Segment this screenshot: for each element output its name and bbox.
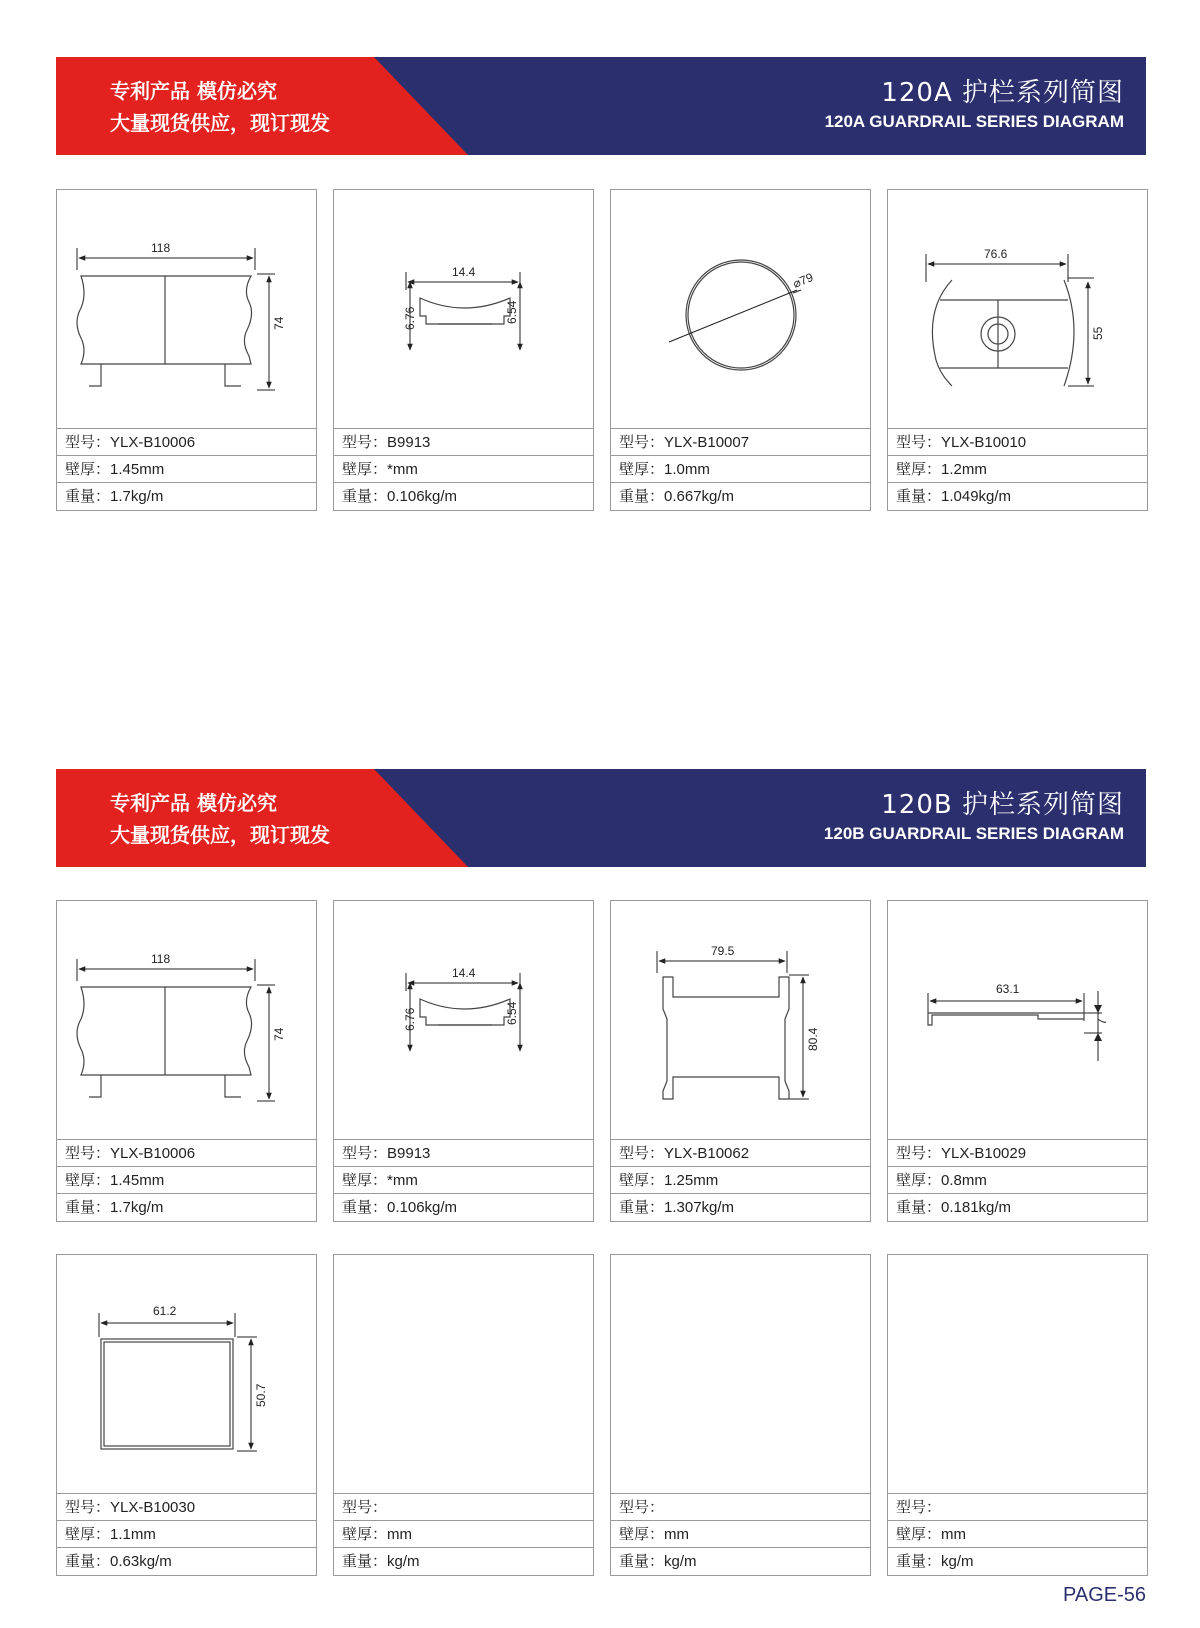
dim-right-label: 6.54 <box>505 1001 519 1025</box>
section-title-cn: 120B 护栏系列简图 <box>881 790 1124 820</box>
profile-drawing-empty <box>888 1255 1147 1493</box>
weight-label: 重量： <box>896 1198 942 1216</box>
thickness-row <box>888 455 1147 482</box>
model-row <box>888 1139 1147 1166</box>
spec-rows <box>611 1139 870 1221</box>
weight-label: 重量： <box>342 487 388 505</box>
dim-height-label: 80.4 <box>806 1027 820 1051</box>
banner-slogan <box>110 75 330 139</box>
dim-width-label: 63.1 <box>996 982 1020 996</box>
thickness-row <box>334 1520 593 1547</box>
thickness-row <box>57 1166 316 1193</box>
model-row <box>334 1139 593 1166</box>
model-label: 型号： <box>896 433 942 451</box>
thickness-label: 壁厚： <box>65 460 111 478</box>
weight-row <box>57 1547 316 1575</box>
model-label: 型号： <box>619 1498 665 1516</box>
model-row <box>57 1493 316 1520</box>
profile-drawing <box>611 190 870 428</box>
profile-drawing <box>334 190 593 428</box>
dim-height-label: 74 <box>272 316 286 330</box>
model-row <box>57 1139 316 1166</box>
model-label: 型号： <box>896 1144 942 1162</box>
thickness-value: 1.45mm <box>110 461 165 478</box>
model-label: 型号： <box>896 1498 942 1516</box>
model-value: YLX-B10006 <box>110 1145 196 1162</box>
spec-rows <box>57 1493 316 1575</box>
weight-row <box>57 1193 316 1221</box>
dim-top-label: 14.4 <box>452 966 476 980</box>
banner-slogan <box>110 787 330 851</box>
model-row <box>611 1493 870 1520</box>
weight-label: 重量： <box>342 1198 388 1216</box>
product-card-a1 <box>56 189 317 511</box>
weight-value: 0.63kg/m <box>110 1553 172 1570</box>
product-card-b5 <box>56 1254 317 1576</box>
weight-label: 重量： <box>65 1552 111 1570</box>
product-card-b4 <box>887 900 1148 1222</box>
weight-value: kg/m <box>664 1553 697 1570</box>
dim-width-label: 79.5 <box>711 944 735 958</box>
dim-right-label: 6.54 <box>505 300 519 324</box>
weight-row <box>611 1193 870 1221</box>
model-value: B9913 <box>387 434 431 451</box>
model-row <box>611 1139 870 1166</box>
slogan-line-2: 大量现货供应，现订现发 <box>110 823 330 847</box>
profile-drawing <box>57 190 316 428</box>
profile-drawing <box>888 901 1147 1139</box>
thickness-row <box>57 455 316 482</box>
dim-height-label: 74 <box>272 1027 286 1041</box>
weight-value: kg/m <box>387 1553 420 1570</box>
spec-rows <box>334 1493 593 1575</box>
thickness-label: 壁厚： <box>342 1171 388 1189</box>
thickness-value: *mm <box>387 461 418 478</box>
model-value: YLX-B10007 <box>664 434 750 451</box>
weight-row <box>334 482 593 510</box>
thickness-label: 壁厚： <box>896 1525 942 1543</box>
dim-left-label: 6.76 <box>403 306 417 330</box>
weight-row <box>888 1193 1147 1221</box>
weight-value: 0.106kg/m <box>387 488 458 505</box>
product-card-b2 <box>333 900 594 1222</box>
spec-rows <box>888 1493 1147 1575</box>
thickness-value: mm <box>664 1526 690 1543</box>
section-title-cn: 120A 护栏系列简图 <box>881 78 1124 108</box>
weight-value: 1.307kg/m <box>664 1199 735 1216</box>
profile-drawing <box>57 901 316 1139</box>
section-title-en: 120B GUARDRAIL SERIES DIAGRAM <box>823 824 1124 843</box>
model-value: YLX-B10062 <box>664 1145 750 1162</box>
spec-rows <box>334 1139 593 1221</box>
product-card-b7 <box>610 1254 871 1576</box>
thickness-row <box>611 455 870 482</box>
thickness-row <box>888 1166 1147 1193</box>
weight-label: 重量： <box>896 1552 942 1570</box>
banner-titles <box>824 789 1124 847</box>
profile-drawing <box>334 901 593 1139</box>
section-a-banner <box>56 57 1146 155</box>
thickness-value: 1.1mm <box>110 1526 156 1543</box>
section-title-en: 120A GUARDRAIL SERIES DIAGRAM <box>824 112 1124 131</box>
spec-rows <box>888 1139 1147 1221</box>
dim-width-label: 76.6 <box>984 247 1008 261</box>
dim-height-label: 7 <box>1095 1018 1109 1025</box>
thickness-row <box>57 1520 316 1547</box>
thickness-value: mm <box>941 1526 967 1543</box>
thickness-value: *mm <box>387 1172 418 1189</box>
weight-label: 重量： <box>342 1552 388 1570</box>
model-label: 型号： <box>342 433 388 451</box>
thickness-label: 壁厚： <box>619 1171 665 1189</box>
weight-row <box>334 1193 593 1221</box>
thickness-label: 壁厚： <box>619 460 665 478</box>
spec-rows <box>888 428 1147 510</box>
banner-titles <box>825 77 1124 135</box>
weight-label: 重量： <box>619 1552 665 1570</box>
dim-width-label: 61.2 <box>153 1304 177 1318</box>
weight-label: 重量： <box>65 487 111 505</box>
thickness-row <box>334 455 593 482</box>
weight-value: 0.106kg/m <box>387 1199 458 1216</box>
product-card-a2 <box>333 189 594 511</box>
model-label: 型号： <box>619 1144 665 1162</box>
model-value: YLX-B10029 <box>941 1145 1027 1162</box>
weight-value: 1.7kg/m <box>110 1199 164 1216</box>
slogan-line-1: 专利产品 模仿必究 <box>110 791 277 815</box>
weight-value: 0.667kg/m <box>664 488 735 505</box>
spec-rows <box>57 428 316 510</box>
thickness-row <box>334 1166 593 1193</box>
thickness-value: mm <box>387 1526 413 1543</box>
product-card-b8 <box>887 1254 1148 1576</box>
thickness-label: 壁厚： <box>896 460 942 478</box>
thickness-row <box>888 1520 1147 1547</box>
weight-row <box>611 482 870 510</box>
profile-drawing <box>888 190 1147 428</box>
model-label: 型号： <box>65 1498 111 1516</box>
section-b-banner <box>56 769 1146 867</box>
weight-value: 0.181kg/m <box>941 1199 1012 1216</box>
profile-drawing-empty <box>611 1255 870 1493</box>
thickness-label: 壁厚： <box>65 1525 111 1543</box>
model-value: YLX-B10006 <box>110 434 196 451</box>
spec-rows <box>334 428 593 510</box>
dim-height-label: 50.7 <box>254 1383 268 1407</box>
dim-width-label: 118 <box>151 241 171 255</box>
thickness-value: 1.2mm <box>941 461 987 478</box>
thickness-label: 壁厚： <box>65 1171 111 1189</box>
product-card-b3 <box>610 900 871 1222</box>
thickness-label: 壁厚： <box>342 460 388 478</box>
product-card-b1 <box>56 900 317 1222</box>
weight-value: 1.7kg/m <box>110 488 164 505</box>
profile-drawing-empty <box>334 1255 593 1493</box>
weight-label: 重量： <box>65 1198 111 1216</box>
spec-rows <box>611 1493 870 1575</box>
slogan-line-1: 专利产品 模仿必究 <box>110 79 277 103</box>
profile-drawing <box>611 901 870 1139</box>
dim-top-label: 14.4 <box>452 265 476 279</box>
model-value: YLX-B10010 <box>941 434 1027 451</box>
dim-diameter-label: ⌀79 <box>790 270 816 291</box>
model-label: 型号： <box>342 1144 388 1162</box>
slogan-line-2: 大量现货供应，现订现发 <box>110 111 330 135</box>
thickness-row <box>611 1520 870 1547</box>
page-number: PAGE-56 <box>1063 1584 1146 1606</box>
thickness-value: 1.0mm <box>664 461 710 478</box>
thickness-label: 壁厚： <box>896 1171 942 1189</box>
model-row <box>888 428 1147 455</box>
weight-label: 重量： <box>619 487 665 505</box>
model-value: B9913 <box>387 1145 431 1162</box>
thickness-value: 1.45mm <box>110 1172 165 1189</box>
product-card-b6 <box>333 1254 594 1576</box>
model-row <box>611 428 870 455</box>
model-row <box>57 428 316 455</box>
weight-label: 重量： <box>619 1198 665 1216</box>
weight-row <box>334 1547 593 1575</box>
weight-value: kg/m <box>941 1553 974 1570</box>
weight-row <box>888 1547 1147 1575</box>
spec-rows <box>611 428 870 510</box>
weight-row <box>888 482 1147 510</box>
thickness-row <box>611 1166 870 1193</box>
dim-height-label: 55 <box>1091 326 1105 340</box>
weight-label: 重量： <box>896 487 942 505</box>
model-label: 型号： <box>342 1498 388 1516</box>
weight-row <box>57 482 316 510</box>
spec-rows <box>57 1139 316 1221</box>
dim-left-label: 6.76 <box>403 1007 417 1031</box>
product-card-a4 <box>887 189 1148 511</box>
model-row <box>888 1493 1147 1520</box>
thickness-label: 壁厚： <box>619 1525 665 1543</box>
product-card-a3 <box>610 189 871 511</box>
model-row <box>334 428 593 455</box>
model-row <box>334 1493 593 1520</box>
weight-value: 1.049kg/m <box>941 488 1012 505</box>
model-value: YLX-B10030 <box>110 1499 196 1516</box>
dim-width-label: 118 <box>151 952 171 966</box>
model-label: 型号： <box>65 433 111 451</box>
model-label: 型号： <box>619 433 665 451</box>
thickness-value: 0.8mm <box>941 1172 987 1189</box>
weight-row <box>611 1547 870 1575</box>
thickness-value: 1.25mm <box>664 1172 719 1189</box>
thickness-label: 壁厚： <box>342 1525 388 1543</box>
model-label: 型号： <box>65 1144 111 1162</box>
profile-drawing <box>57 1255 316 1493</box>
